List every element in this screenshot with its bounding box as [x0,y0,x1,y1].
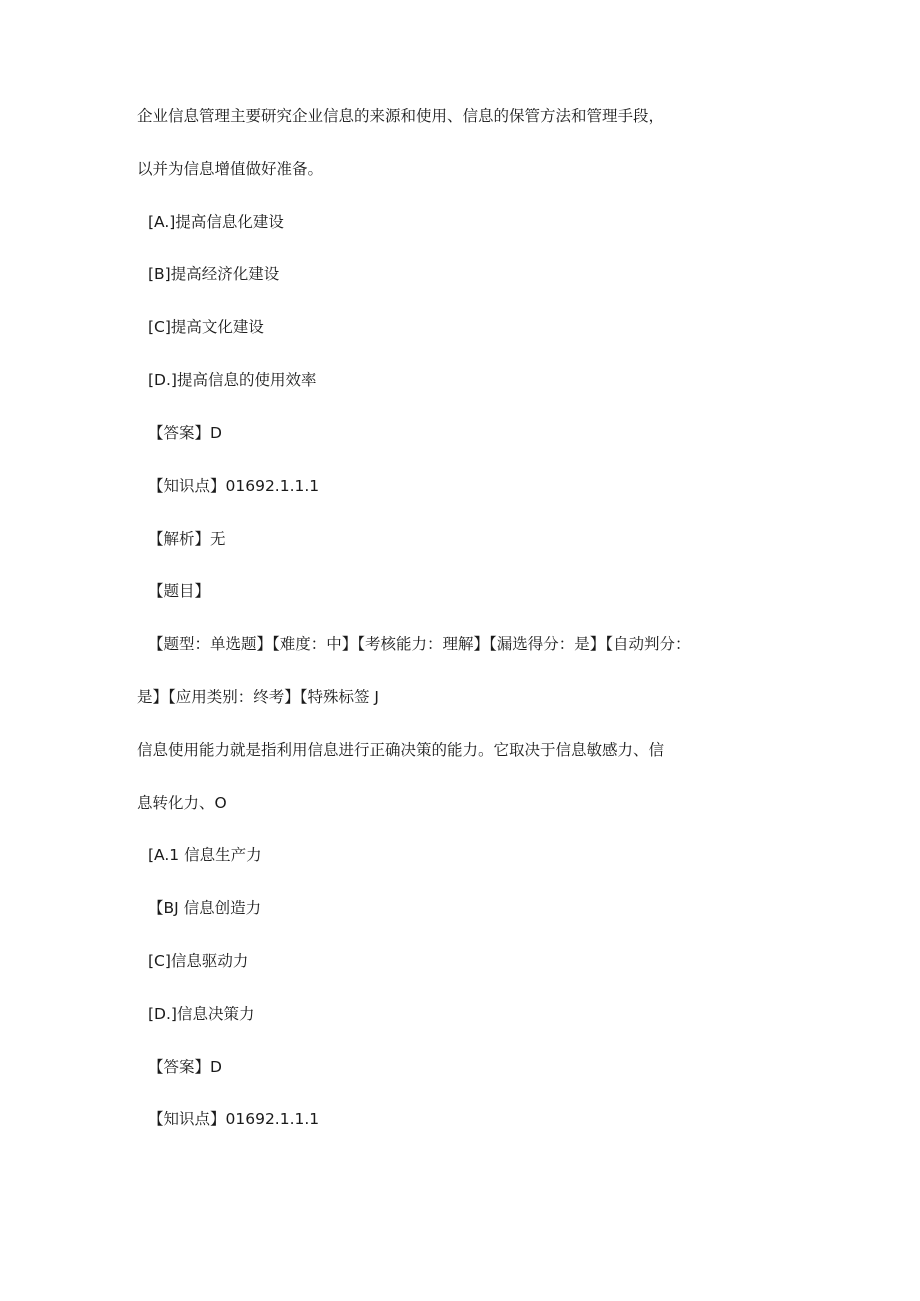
question-tags-line-1: 【题型：单选题】【难度：中】【考核能力：理解】【漏选得分：是】【自动判分： [148,635,691,653]
question-1-analysis: 【解析】无 [148,530,226,548]
question-2-option-d: [D.]信息决策力 [148,1005,255,1023]
question-1-answer: 【答案】D [148,424,222,442]
question-2-answer: 【答案】D [148,1058,222,1076]
question-title-label: 【题目】 [148,582,211,600]
question-1-option-c: [C]提高文化建设 [148,318,264,336]
question-1-knowledge-point: 【知识点】01692.1.1.1 [148,477,320,495]
question-tags-line-2: 是】【应用类别：终考】【特殊标签 J [137,688,379,706]
question-1-option-b: [B]提高经济化建设 [148,265,280,283]
question-2-option-b: 【BJ 信息创造力 [148,899,262,917]
question-2-option-a: [A.1 信息生产力 [148,846,262,864]
question-2-knowledge-point: 【知识点】01692.1.1.1 [148,1110,320,1128]
question-1-stem-line-2: 以并为信息增值做好准备。 [137,160,324,178]
question-1-stem-line-1: 企业信息管理主要研究企业信息的来源和使用、信息的保管方法和管理手段， [137,107,665,125]
question-2-stem-line-1: 信息使用能力就是指利用信息进行正确决策的能力。它取决于信息敏感力、信 [137,741,665,759]
question-1-option-a: [A.]提高信息化建设 [148,213,284,231]
question-1-option-d: [D.]提高信息的使用效率 [148,371,317,389]
question-2-option-c: [C]信息驱动力 [148,952,249,970]
question-2-stem-line-2: 息转化力、O [137,794,227,812]
